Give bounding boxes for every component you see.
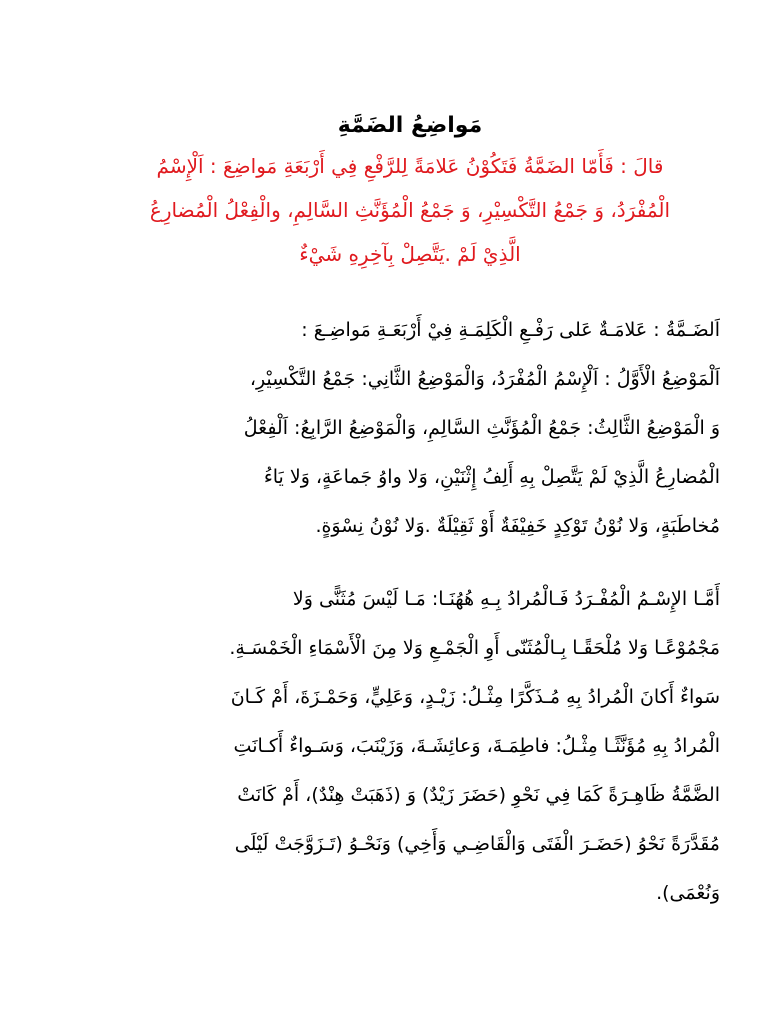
intro-quote <box>100 144 720 276</box>
paragraph-line: الضَّمَّةُ ظَاهِـرَةً كَمَا فِي نَحْوِ (حَضَرَ زَيْدٌ) وَ (ذَهَبَتْ هِنْدٌ)، أَمْ كَانَتْ <box>237 784 720 806</box>
paragraph-line: الْمُرادُ بِهِ مُؤَنَّثًـا مِثْـلُ: فاطِمَـةَ، وَعائِشَـةَ، وَزَيْنَبَ، وَسَـواءٌ أَكـانَتِ <box>233 735 720 757</box>
document-title: مَواضِعُ الضَمَّةِ <box>337 113 483 138</box>
paragraph-line: اَلضَـمَّةُ : عَلامَـةٌ عَلى رَفْـعِ الْكَلِمَـةِ فِيْ أَرْبَعَـةِ مَواضِـعَ : <box>301 319 720 341</box>
intro-line: الَّذِيْ لَمْ .يَتَّصِلْ بِآخِرِهِ شَيْءٌ <box>299 242 521 266</box>
paragraph-singular-noun <box>100 575 720 918</box>
paragraph-line: الْمُضارِعُ الَّذِيْ لَمْ يَتَّصِلْ بِهِ أَلِفُ إِثْنَيْنِ، وَلا واوُ جَماعَةٍ، وَلا يَاءُ <box>263 466 720 488</box>
intro-line: الْمُفْرَدُ، وَ جَمْعُ التَّكْسِيْرِ، وَ جَمْعُ الْمُؤَنَّثِ السَّالِمِ، والْفِعْلُ الْمُضارِعُ <box>149 198 671 222</box>
paragraph-line: وَنُعْمَى). <box>656 882 720 904</box>
paragraph-line: مُخاطَبَةٍ، وَلا نُوْنُ تَوْكِدٍ خَفِيْفَةٌ أَوْ ثَقِيْلَةٌ .وَلا نُوْنُ نِسْوَةٍ. <box>315 515 720 537</box>
paragraph-line: أَمَّـا الإِسْـمُ الْمُفْـرَدُ فَـالْمُرادُ بِـهِ هُهُنَـا: مَـا لَيْسَ مُثَنًّى وَلا <box>292 588 720 610</box>
paragraph-line: اَلْمَوْضِعُ الْأَوَّلُ : اَلْإِسْمُ الْمُفْرَدُ، وَالْمَوْضِعُ الثَّانِي: جَمْعُ التَّكْسِيْرِ، <box>249 368 720 390</box>
document-page <box>100 108 720 918</box>
paragraph-line: وَ الْمَوْضِعُ الثَّالِثُ: جَمْعُ الْمُؤَنَّثِ السَّالِمِ، وَالْمَوْضِعُ الرَّابِعُ: اَلْفِعْلُ <box>243 417 720 439</box>
paragraph-line: سَواءٌ أَكانَ الْمُرادُ بِهِ مُـذَكَّرًا مِثْـلُ: زَيْـدٍ، وَعَلِيٍّ، وَحَمْـزَةَ، أَمْ كَـانَ <box>230 686 720 708</box>
intro-line: قالَ : فَأَمّا الضَمَّةُ فَتَكُوْنُ عَلامَةً لِلرَّفْعِ فِي أَرْبَعَةِ مَواضِعَ : اَلْإِسْمُ <box>156 154 664 178</box>
paragraph-damma-positions <box>100 306 720 551</box>
paragraph-line: مُقَدَّرَةً نَحْوُ (حَضَـرَ الْفَتَى وَالْقَاضِـي وَأَخِي) وَنَحْـوُ (تَـزَوَّجَتْ لَيْلَى <box>234 833 720 855</box>
paragraph-line: مَجْمُوْعًـا وَلا مُلْحَقًـا بِـالْمُثَنّى أَوِ الْجَمْـعِ وَلا مِنَ الْأَسْمَاءِ الْخَمْسَـةِ. <box>229 637 720 659</box>
